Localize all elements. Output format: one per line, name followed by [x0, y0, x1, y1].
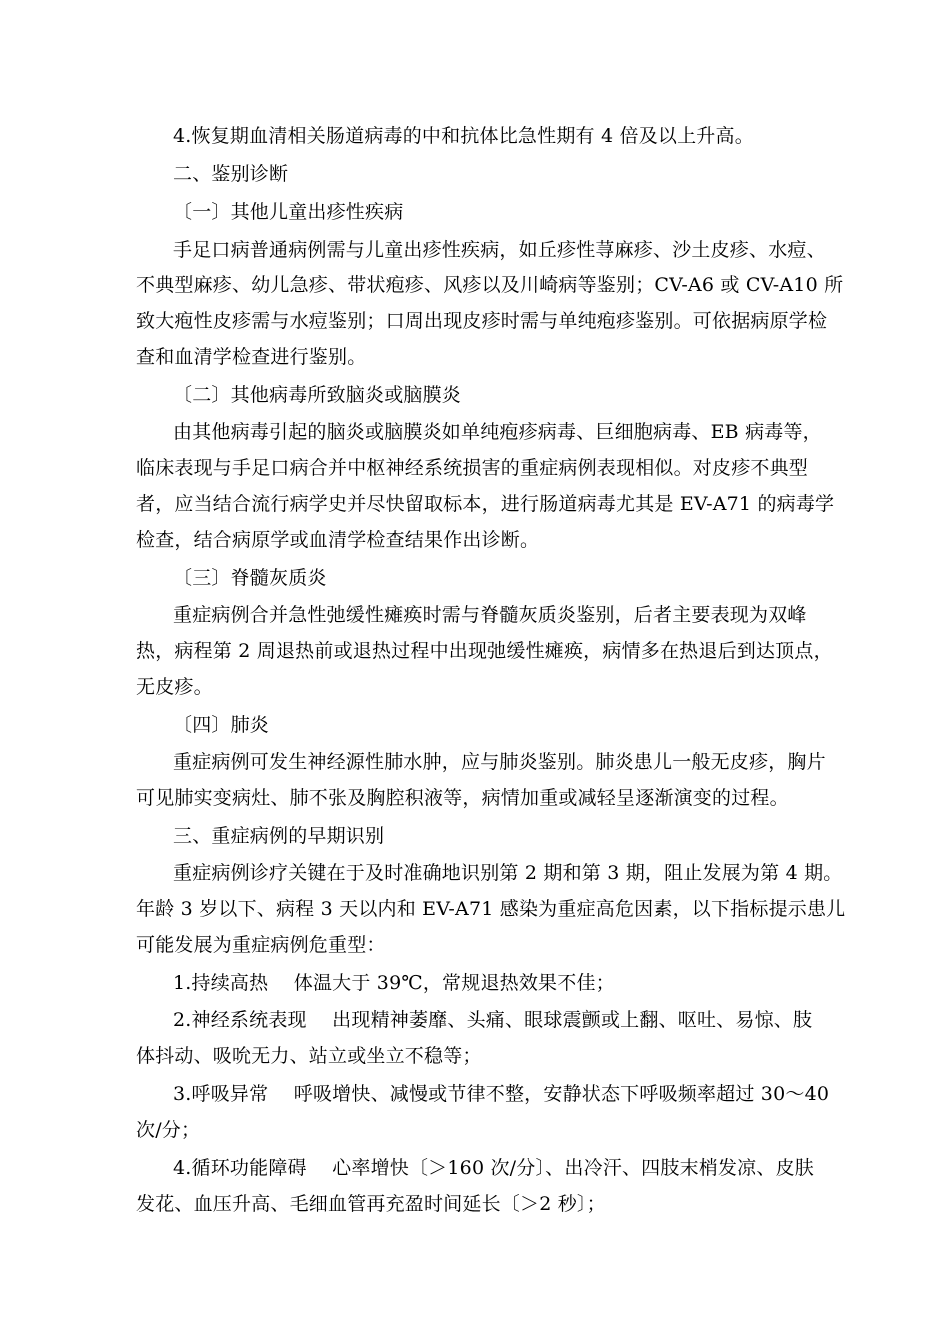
text-line: 查和血清学检查进行鉴别。: [136, 346, 367, 368]
text-line: 无皮疹。: [136, 676, 213, 698]
text-line: 4.恢复期血清相关肠道病毒的中和抗体比急性期有 4 倍及以上升高。: [173, 125, 754, 147]
list-item: 1.持续高热 体温大于 39℃，常规退热效果不佳；: [173, 972, 615, 994]
text-line: 体抖动、吸吮无力、站立或坐立不稳等；: [136, 1045, 482, 1067]
text-line: 发花、血压升高、毛细血管再充盈时间延长〔＞2 秒〕；: [136, 1193, 606, 1215]
text-line: 年龄 3 岁以下、病程 3 天以内和 EV-A71 感染为重症高危因素，以下指标提示患儿: [136, 898, 846, 920]
subsection-heading: 〔四〕肺炎: [173, 714, 270, 736]
text-line: 手足口病普通病例需与儿童出疹性疾病，如丘疹性荨麻疹、沙土皮疹、水痘、: [173, 239, 826, 261]
text-line: 者，应当结合流行病学史并尽快留取标本，进行肠道病毒尤其是 EV-A71 的病毒学: [136, 493, 835, 515]
list-item: 3.呼吸异常 呼吸增快、减慢或节律不整，安静状态下呼吸频率超过 30～40: [173, 1083, 830, 1105]
text-line: 可能发展为重症病例危重型：: [136, 934, 386, 956]
section-heading: 二、鉴别诊断: [173, 163, 289, 185]
text-line: 次/分；: [136, 1119, 201, 1141]
text-line: 重症病例可发生神经源性肺水肿，应与肺炎鉴别。肺炎患儿一般无皮疹，胸片: [173, 751, 826, 773]
section-heading: 三、重症病例的早期识别: [173, 825, 385, 847]
list-item: 4.循环功能障碍 心率增快〔＞160 次/分〕、出冷汗、四肢末梢发凉、皮肤: [173, 1157, 814, 1179]
text-line: 检查，结合病原学或血清学检查结果作出诊断。: [136, 529, 540, 551]
text-line: 临床表现与手足口病合并中枢神经系统损害的重症病例表现相似。对皮疹不典型: [136, 457, 809, 479]
list-item: 2.神经系统表现 出现精神萎靡、头痛、眼球震颤或上翻、呕吐、易惊、肢: [173, 1009, 813, 1031]
text-line: 由其他病毒引起的脑炎或脑膜炎如单纯疱疹病毒、巨细胞病毒、EB 病毒等，: [173, 421, 822, 443]
text-line: 重症病例合并急性弛缓性瘫痪时需与脊髓灰质炎鉴别，后者主要表现为双峰: [173, 604, 807, 626]
subsection-heading: 〔一〕其他儿童出疹性疾病: [173, 201, 404, 223]
text-line: 可见肺实变病灶、肺不张及胸腔积液等，病情加重或减轻呈逐渐演变的过程。: [136, 787, 789, 809]
subsection-heading: 〔二〕其他病毒所致脑炎或脑膜炎: [173, 384, 462, 406]
subsection-heading: 〔三〕脊髓灰质炎: [173, 567, 327, 589]
text-line: 不典型麻疹、幼儿急疹、带状疱疹、风疹以及川崎病等鉴别；CV-A6 或 CV-A10 所: [136, 274, 844, 296]
text-line: 致大疱性皮疹需与水痘鉴别；口周出现皮疹时需与单纯疱疹鉴别。可依据病原学检: [136, 310, 828, 332]
text-line: 重症病例诊疗关键在于及时准确地识别第 2 期和第 3 期，阻止发展为第 4 期。: [173, 862, 843, 884]
text-line: 热，病程第 2 周退热前或退热过程中出现弛缓性瘫痪，病情多在热退后到达顶点，: [136, 640, 833, 662]
